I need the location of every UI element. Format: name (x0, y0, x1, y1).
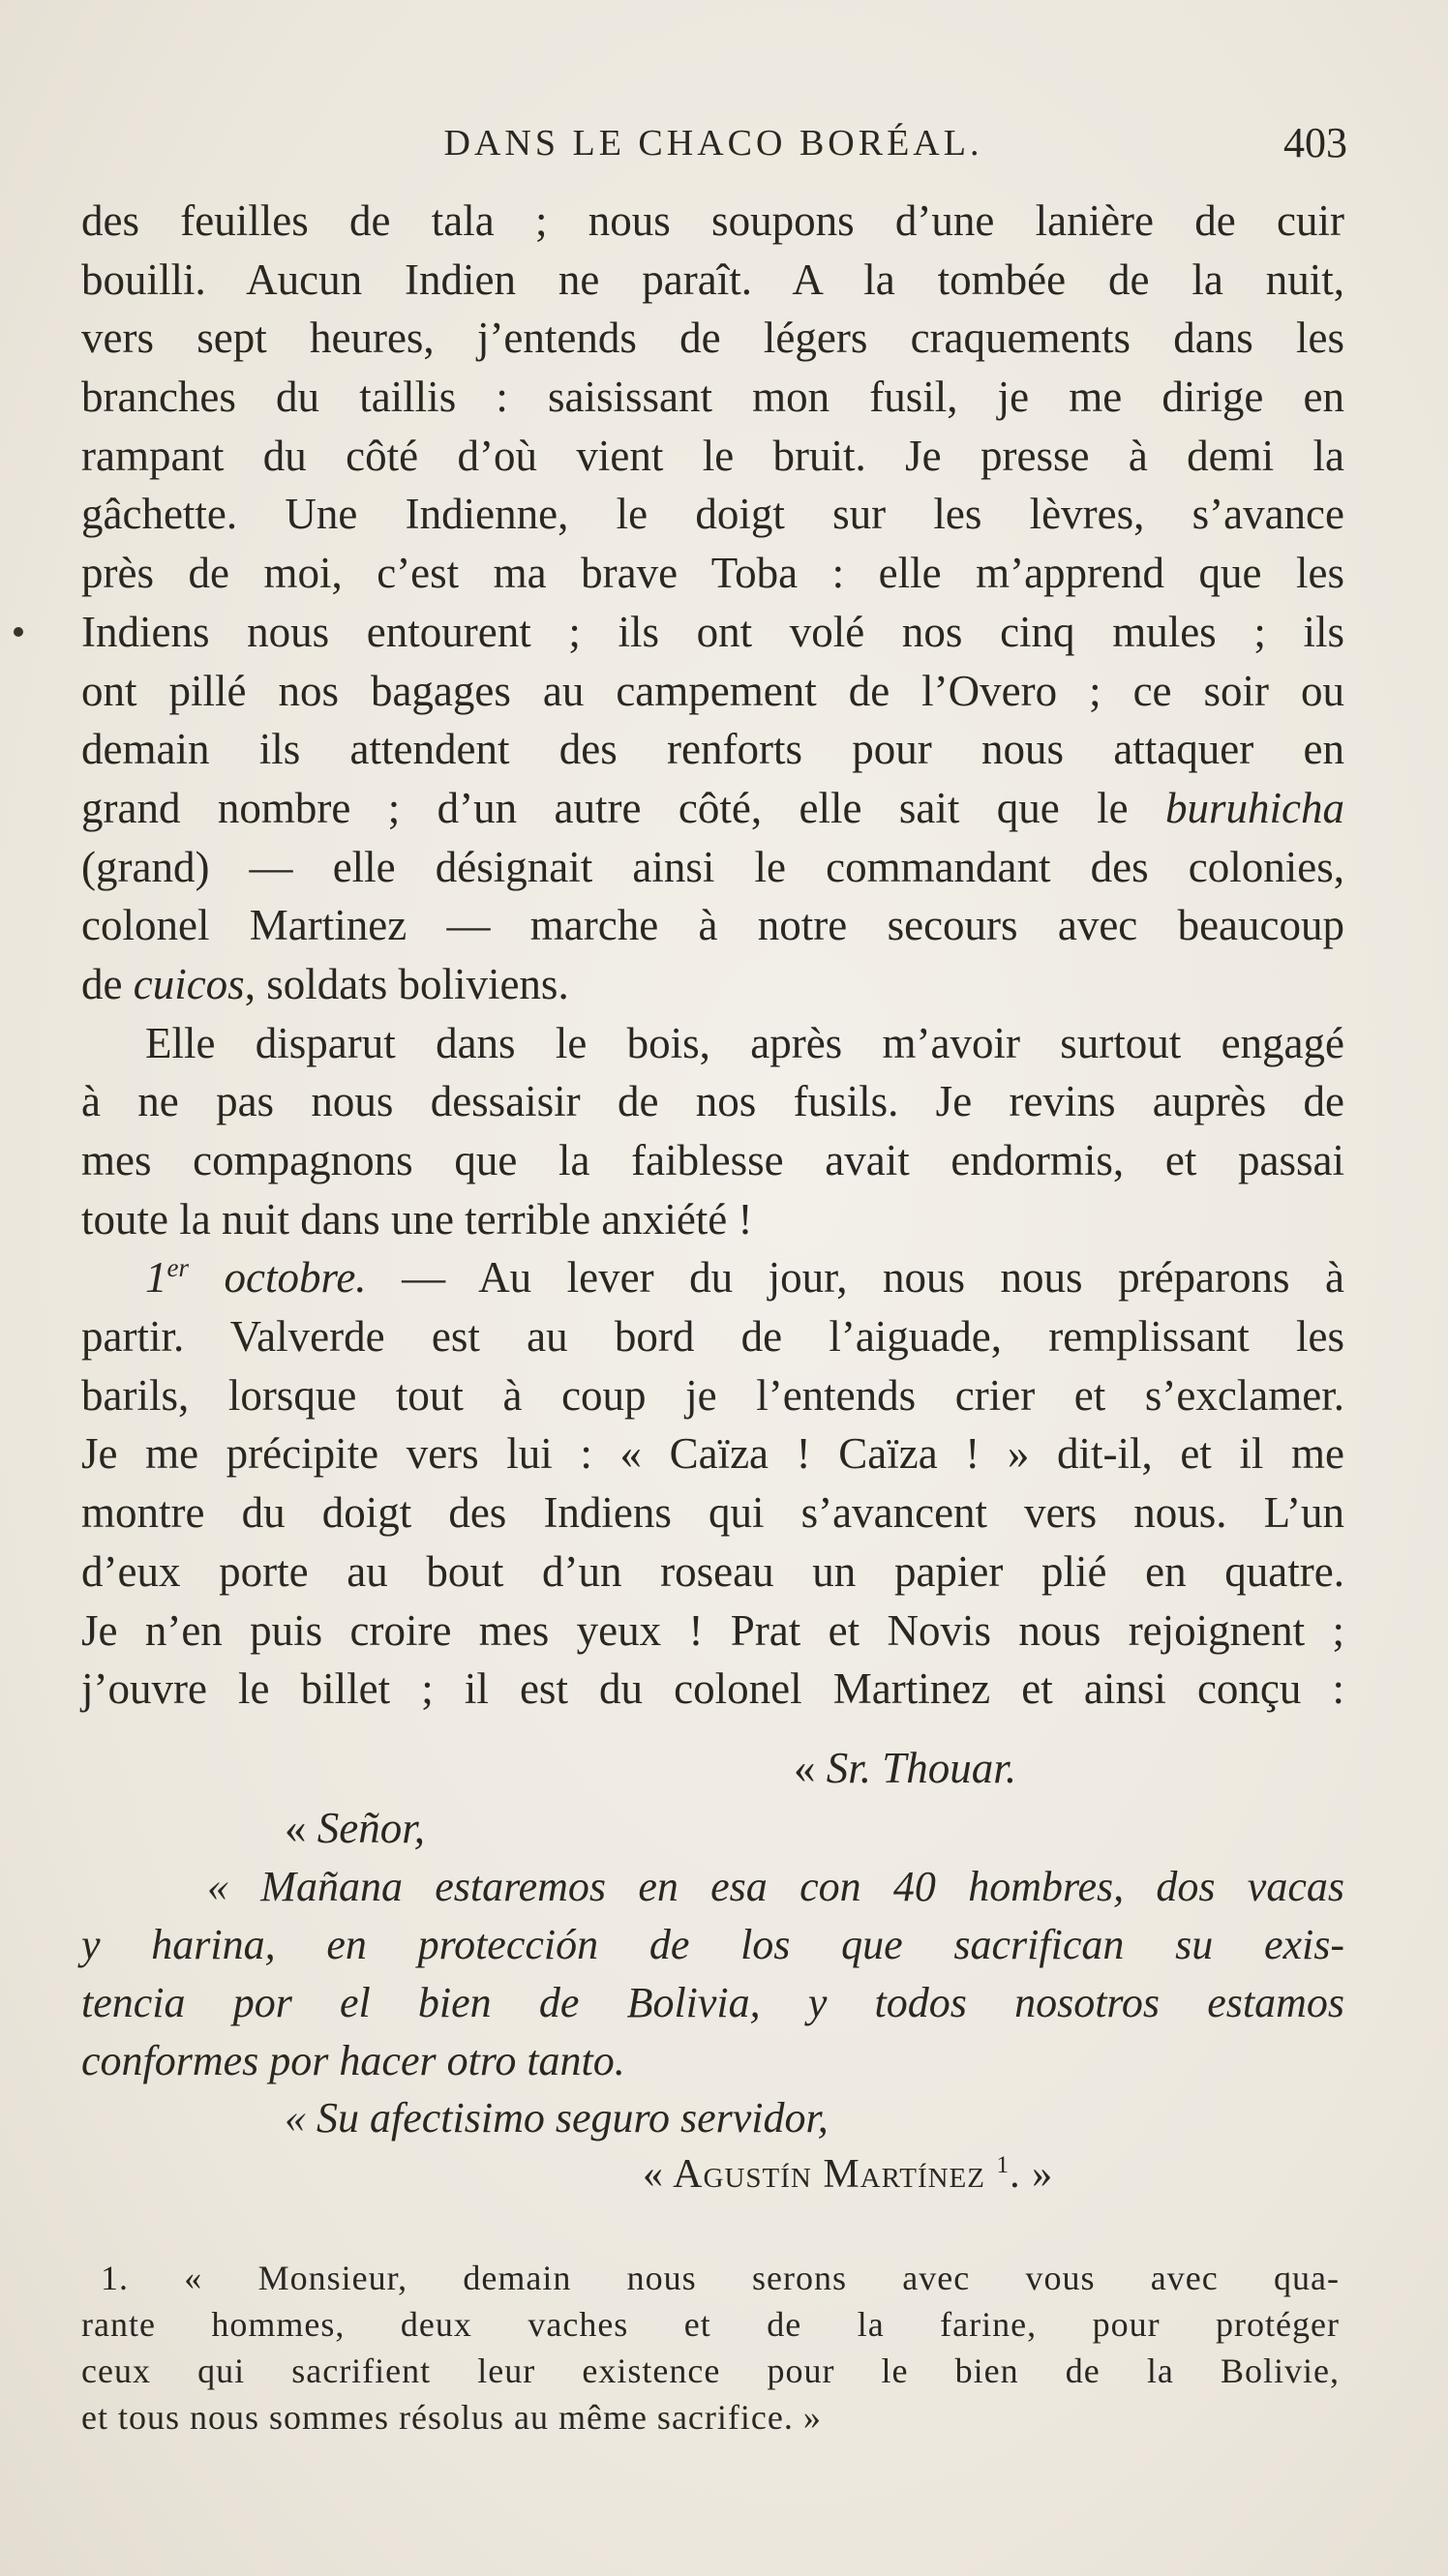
letter-salutation (81, 1798, 1344, 1858)
text-segment: — Au lever du jour, nous nous préparons à (366, 1253, 1345, 1303)
addressee-name: Sr. Thouar. (826, 1743, 1017, 1792)
text-line: branches du taillis : saisissant mon fusil, je me dirige en (81, 373, 1344, 422)
letter-closing: « Su afectisimo seguro servidor, (285, 2093, 829, 2142)
text-line: rampant du côté d’où vient le bruit. Je presse à demi la (81, 431, 1344, 480)
spacer (81, 1719, 1344, 1738)
text-line: Je me précipite vers lui : « Caïza ! Caïza ! » dit-il, et il me (81, 1429, 1344, 1479)
page-number: 403 (1283, 119, 1347, 166)
text-segment: grand nombre ; d’un autre côté, elle sait que le (81, 783, 1129, 832)
text-line: des feuilles de tala ; nous soupons d’une lanière de cuir (81, 196, 1344, 245)
quote-mark: « (285, 1803, 317, 1852)
letter-addressee (81, 1738, 1344, 1798)
letter-line: « Mañana estaremos en esa con 40 hombres, dos vacas (207, 1862, 1344, 1910)
text-line: mes compagnons que la faiblesse avait endormis, et passai (81, 1136, 1344, 1184)
text-line: toute la nuit dans une terrible anxiété ! (81, 1194, 753, 1243)
text-line: à ne pas nous dessaisir de nos fusils. Je revins auprès de (81, 1077, 1344, 1126)
letter-signature (81, 2146, 1344, 2202)
page-header (79, 116, 1347, 174)
signature-end: . » (1010, 2151, 1054, 2197)
letter-line: tencia por el bien de Bolivia, y todos nosotros estamos (81, 1978, 1344, 2026)
salutation-text: Señor, (317, 1803, 425, 1852)
margin-ink-dot (14, 627, 23, 637)
footnote-line: et tous nous sommes résolus au même sacrifice. » (81, 2398, 822, 2437)
text-line (81, 955, 1344, 1014)
text-line: ont pillé nos bagages au campement de l’Overo ; ce soir ou (81, 666, 1344, 715)
text-line: colonel Martinez — marche à notre secours avec beaucoup (81, 901, 1344, 950)
italic-word: cuicos (133, 959, 245, 1008)
text-line: demain ils attendent des renforts pour nous attaquer en (81, 725, 1344, 774)
text-line: (grand) — elle désignait ainsi le commandant des colonies, (81, 842, 1344, 891)
body-text (81, 192, 1344, 2202)
quote-mark: « (794, 1743, 827, 1792)
text-line: Je n’en puis croire mes yeux ! Prat et Novis nous rejoignent ; (81, 1605, 1344, 1655)
text-line (81, 1248, 1344, 1307)
text-line: Indiens nous entourent ; ils ont volé nos cinq mules ; ils (81, 607, 1344, 656)
text-line: j’ouvre le billet ; il est du colonel Martinez et ainsi conçu : (81, 1664, 1344, 1714)
italic-word: buruhicha (1165, 783, 1344, 832)
text-line: bouilli. Aucun Indien ne paraît. A la tombée de la nuit, (81, 255, 1344, 304)
text-line: d’eux porte au bout d’un roseau un papier plié en quatre. (81, 1546, 1344, 1596)
date-day: 1 (145, 1253, 167, 1303)
date-month: octobre. (189, 1253, 367, 1303)
text-line: gâchette. Une Indienne, le doigt sur les lèvres, s’avance (81, 490, 1344, 539)
date-sup: er (166, 1253, 189, 1283)
text-segment: de (81, 959, 123, 1008)
footnote-line: rante hommes, deux vaches et de la farine, pour protéger (81, 2305, 1340, 2344)
text-line: montre du doigt des Indiens qui s’avancent vers nous. L’un (81, 1488, 1344, 1538)
text-line: vers sept heures, j’entends de légers craquements dans les (81, 314, 1344, 363)
signature-text: « Agustín Martínez (643, 2151, 985, 2197)
footnote-line: 1. « Monsieur, demain nous serons avec vous avec qua- (101, 2259, 1340, 2297)
text-line: Elle disparut dans le bois, après m’avoir surtout engagé (145, 1018, 1344, 1067)
running-head: DANS LE CHACO BORÉAL. (443, 123, 983, 164)
letter-line: conformes por hacer otro tanto. (81, 2036, 625, 2084)
footnote-line: ceux qui sacrifient leur existence pour le bien de la Bolivie, (81, 2351, 1340, 2390)
text-segment: , soldats boliviens. (244, 959, 569, 1008)
text-line: barils, lorsque tout à coup je l’entends crier et s’exclamer. (81, 1370, 1344, 1420)
text-line (81, 779, 1344, 838)
text-line: partir. Valverde est au bord de l’aiguade, remplissant les (81, 1312, 1344, 1362)
footnote-marker: 1 (996, 2151, 1011, 2178)
footnote (81, 2255, 1340, 2441)
letter-line: y harina, en protección de los que sacrifican su exis- (81, 1920, 1344, 1968)
text-line: près de moi, c’est ma brave Toba : elle m’apprend que les (81, 549, 1344, 598)
